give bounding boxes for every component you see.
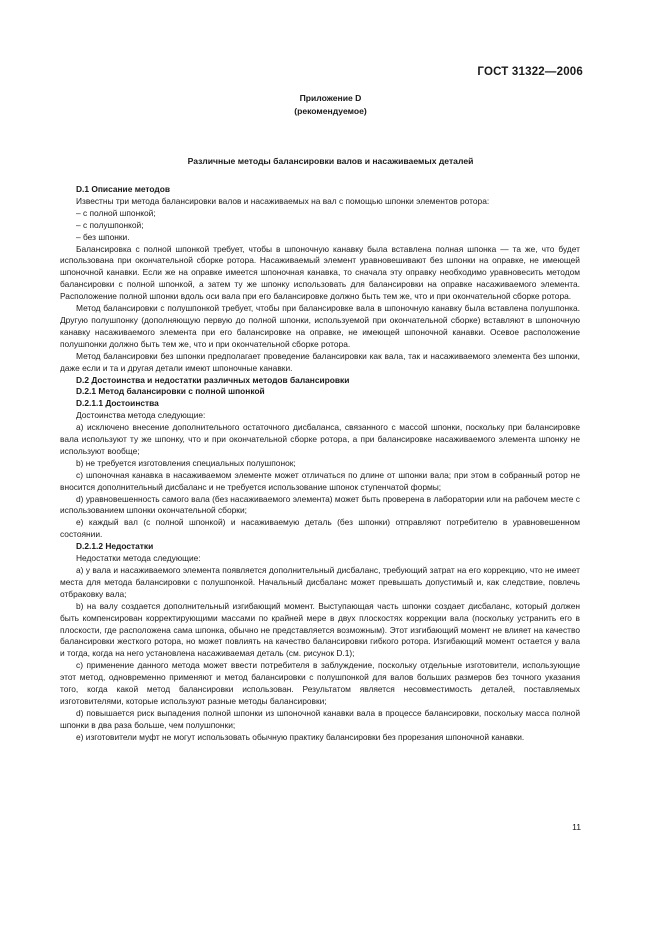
list-item: b) не требуется изготовления специальных полушпонок; [76, 457, 296, 468]
paragraph: Метод балансировки без шпонки предполагает проведение балансировки как вала, так и насаживаемого элемента без шпонки, даже если и та и другая детали имеют шпоночные канавки. [60, 350, 580, 373]
list-item: – с полушпонкой; [76, 219, 144, 230]
subsection-heading: D.2.1 Метод балансировки с полной шпонкой [76, 386, 265, 397]
list-item: c) шпоночная канавка в насаживаемом элементе может отличаться по длине от шпонки вала; при этом в собранный ротор не вносится дополнительный дисбаланс и не требуется использование шпонок ступенчатой формы; [60, 469, 580, 492]
annex-status: (рекомендуемое) [294, 106, 367, 116]
annex-title: Приложение D [299, 93, 362, 103]
list-item: c) применение данного метода может ввести потребителя в заблуждение, поскольку отдельные изготовители, использующие этот метод, одновременно применяют и метод балансировки с полушпонкой для валов больших размеров без точного указания того, когда какой метод балансировки использован. Результатом является несовместимость деталей, поставляемых изготовителями, которые используют разные методы балансировки; [60, 660, 580, 706]
paragraph: Известны три метода балансировки валов и насаживаемых на вал с помощью шпонки элементов ротора: [76, 195, 490, 206]
paragraph: Достоинства метода следующие: [76, 410, 206, 421]
document-body [60, 184, 580, 744]
list-item: d) уравновешенность самого вала (без насаживаемого элемента) может быть проверена в лаборатории или на рабочем месте с использованием шпонки окончательной сборки; [60, 493, 580, 516]
list-item: a) у вала и насаживаемого элемента появляется дополнительный дисбаланс, требующий затрат на его коррекцию, что не имеет места для метода балансировки с полушпонкой. Начальный дисбаланс может превышать допустимый и, как следствие, повлечь отбраковку вала; [60, 565, 580, 599]
page-number: 11 [572, 822, 581, 832]
list-item: e) изготовители муфт не могут использовать обычную практику балансировки без прорезания шпоночной канавки. [76, 731, 525, 742]
subsection-heading: D.2.1.1 Достоинства [76, 398, 159, 409]
standard-header: ГОСТ 31322—2006 [477, 66, 583, 78]
list-item: – с полной шпонкой; [76, 207, 156, 218]
list-item: b) на валу создается дополнительный изгибающий момент. Выступающая часть шпонки создает дисбаланс, который должен быть компенсирован корректирующими массами по крайней мере в двух плоскостях коррекции вала (поскольку устранить его в плоскости, где расположена сама шпонка, обычно не представляется возможным). Этот изгибающий момент не влияет на качество балансировки жесткого ротора, но может повлиять на качество балансировки гибкого ротора. Изгибающий момент остается у вала и тогда, когда на него установлена насаживаемая деталь (см. рисунок D.1); [60, 600, 580, 659]
subsection-heading: D.2.1.2 Недостатки [76, 541, 154, 552]
list-item: d) повышается риск выпадения полной шпонки из шпоночной канавки вала в процессе балансировки, поскольку масса полной шпонки в два раза больше, чем полушпонки; [60, 707, 580, 730]
list-item: a) исключено внесение дополнительного остаточного дисбаланса, связанного с массой шпонки, поскольку при балансировке вала используют ту же шпонку, что и при окончательной сборке ротора, а при балансировке насаживаемого элемента шпонку не используют вообще; [60, 422, 580, 456]
paragraph: Метод балансировки с полушпонкой требует, чтобы при балансировке вала в шпоночную канавку была вставлена полушпонка. Другую полушпонку (дополняющую первую до полной шпонки, используемой при окончательной сборке) вставляют в шпоночную канавку насаживаемого элемента при его балансировке на оправке, не имеющей шпоночной канавки. Осевое расположение полушпонки должно быть тем же, что и при окончательной сборке ротора. [60, 303, 580, 349]
page-title: Различные методы балансировки валов и насаживаемых деталей [187, 156, 474, 166]
paragraph: Недостатки метода следующие: [76, 553, 201, 564]
section-heading: D.2 Достоинства и недостатки различных методов балансировки [76, 374, 350, 385]
paragraph: Балансировка с полной шпонкой требует, чтобы в шпоночную канавку была вставлена полная шпонка — та же, что будет использована при окончательной сборке ротора. Насаживаемый элемент уравновешивают без шпонки на оправке, не имеющей шпоночной канавки. Если же на оправке имеется шпоночная канавка, то сначала эту оправку необходимо уравновесить методом балансировки с полной шпонкой, а затем ту же шпонку использовать для балансировки на оправке насаживаемого элемента. Расположение полной шпонки вдоль оси вала при его балансировке должно быть тем же, что и при окончательной сборке ротора. [60, 243, 580, 302]
list-item: – без шпонки. [76, 231, 130, 242]
list-item: e) каждый вал (с полной шпонкой) и насаживаемую деталь (без шпонки) отправляют потребителю в уравновешенном состоянии. [60, 517, 580, 540]
section-heading: D.1 Описание методов [76, 184, 171, 194]
